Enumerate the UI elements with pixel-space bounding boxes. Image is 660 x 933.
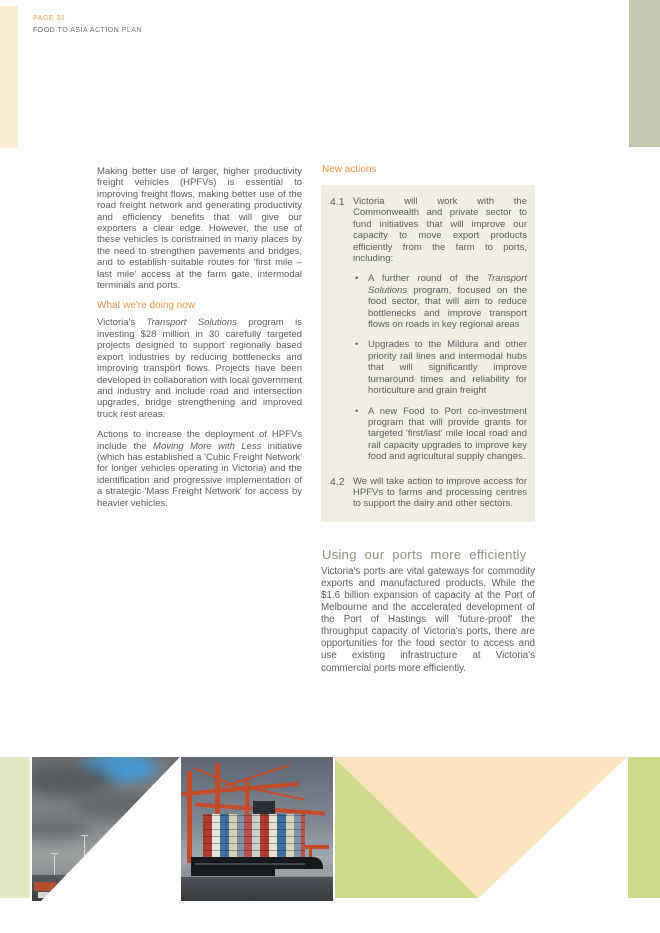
action-body [353,196,527,463]
bullet-text: A new Food to Port co-investment program that will provide grants for targeted 'first/last' mile local road and rail capacity upgrades to improve key food and agricultural supply changes. [368,405,527,463]
left-accent-strip [0,6,18,148]
doing-now-heading: What we're doing now [97,300,196,312]
top-right-accent-block [629,0,660,147]
action-number: 4.1 [330,196,345,208]
bullet-icon: • [355,405,359,417]
truck-shape [62,893,72,898]
cloud-shape [72,791,180,821]
footer-collage [0,757,660,901]
hull-stripe [195,863,305,865]
cloud-shape [32,815,92,841]
action-text: Victoria will work with the Commonwealth and private sector to fund initiatives that will improve our capacity to move export products efficiently from the farm to ports, including: [353,196,527,265]
bullet-text: Upgrades to the Mildura and other priority rail lines and intermodal hubs that will significantly improve turnaround times and reliability for horticulture and grain freight [368,339,527,397]
document-title: FOOD TO ASIA ACTION PLAN [33,27,142,34]
hpfv-actions-paragraph: Actions to increase the deployment of HPFVs include the Moving More with Less initiative (which has established a 'Cubic Freight Network' for longer vehicles operating in Victoria) and the identification and progressive implementation of a strategic 'Mass Freight Network' for access by heavier vehicles. [97,429,303,509]
ports-section-heading: Using our ports more efficiently [322,546,527,562]
action-number: 4.2 [330,475,345,488]
light-pole [116,843,117,879]
left-column [97,166,302,518]
ship-bridge [253,801,275,815]
bullet-icon: • [355,273,359,285]
bullet-text: A further round of the Transport Solutions program, focused on the food sector, that will aim to reduce bottlenecks and improve transport flows on roads in key regional areas [368,273,527,331]
action-text: We will take action to improve access for HPFVs to farms and processing centres to support the dairy and other sectors. [353,475,527,510]
footer-right-strip [628,757,660,898]
water [181,877,333,901]
bullet-icon: • [355,339,359,351]
action-item-4-2 [330,476,527,510]
page-number: PAGE 32 [33,15,66,22]
crane-cable [251,787,304,800]
list-item [353,273,527,330]
crane-leg [187,771,192,863]
right-column [321,164,535,675]
list-item [353,406,527,463]
port-dock-skyline-photo [32,757,180,901]
transport-solutions-paragraph: Victoria's Transport Solutions program is investing $28 million in 30 carefully targeted projects designed to support regionally based export industries by reducing bottlenecks and improving transport flows. Projects have been developed in collaboration with local government and industry and include road and intersection upgrades, bridge strengthening and improved truck rest areas. [97,317,302,420]
dock-silhouette [32,875,180,901]
light-pole [84,835,85,879]
list-item [353,339,527,396]
container-stack [203,814,305,858]
new-actions-heading: New actions [322,164,377,175]
container-shape [34,882,56,891]
truck-shape [38,892,52,898]
footer-left-strip [0,757,30,898]
container-shape [58,882,74,889]
intro-paragraph: Making better use of larger, higher productivity freight vehicles (HPFVs) is essential to improving freight flows, making better use of the road freight network and generating productivity and efficiency benefits that will give our exporters a clear edge. However, the use of these vehicles is constrained in many places by the need to strengthen pavements and bridges, and to establish suitable routes for 'first mile – last mile' access at the farm gate, intermodal terminals and ports. [97,166,302,292]
new-actions-box [321,185,535,522]
container-ship-cranes-photo [181,757,333,901]
page-header [33,13,142,37]
ports-paragraph: Victoria's ports are vital gateways for commodity exports and manufactured products. While the $1.6 billion expansion of capacity at the Port of Melbourne and the accelerated development of the Port of Hastings will 'future-proof' the throughput capacity of Victoria's ports, there are opportunities for the food sector to access and use existing infrastructure at Victoria's commercial ports more efficiently. [321,565,535,674]
pier [275,869,333,876]
action-item-4-1 [330,196,527,463]
action-body [353,476,527,510]
